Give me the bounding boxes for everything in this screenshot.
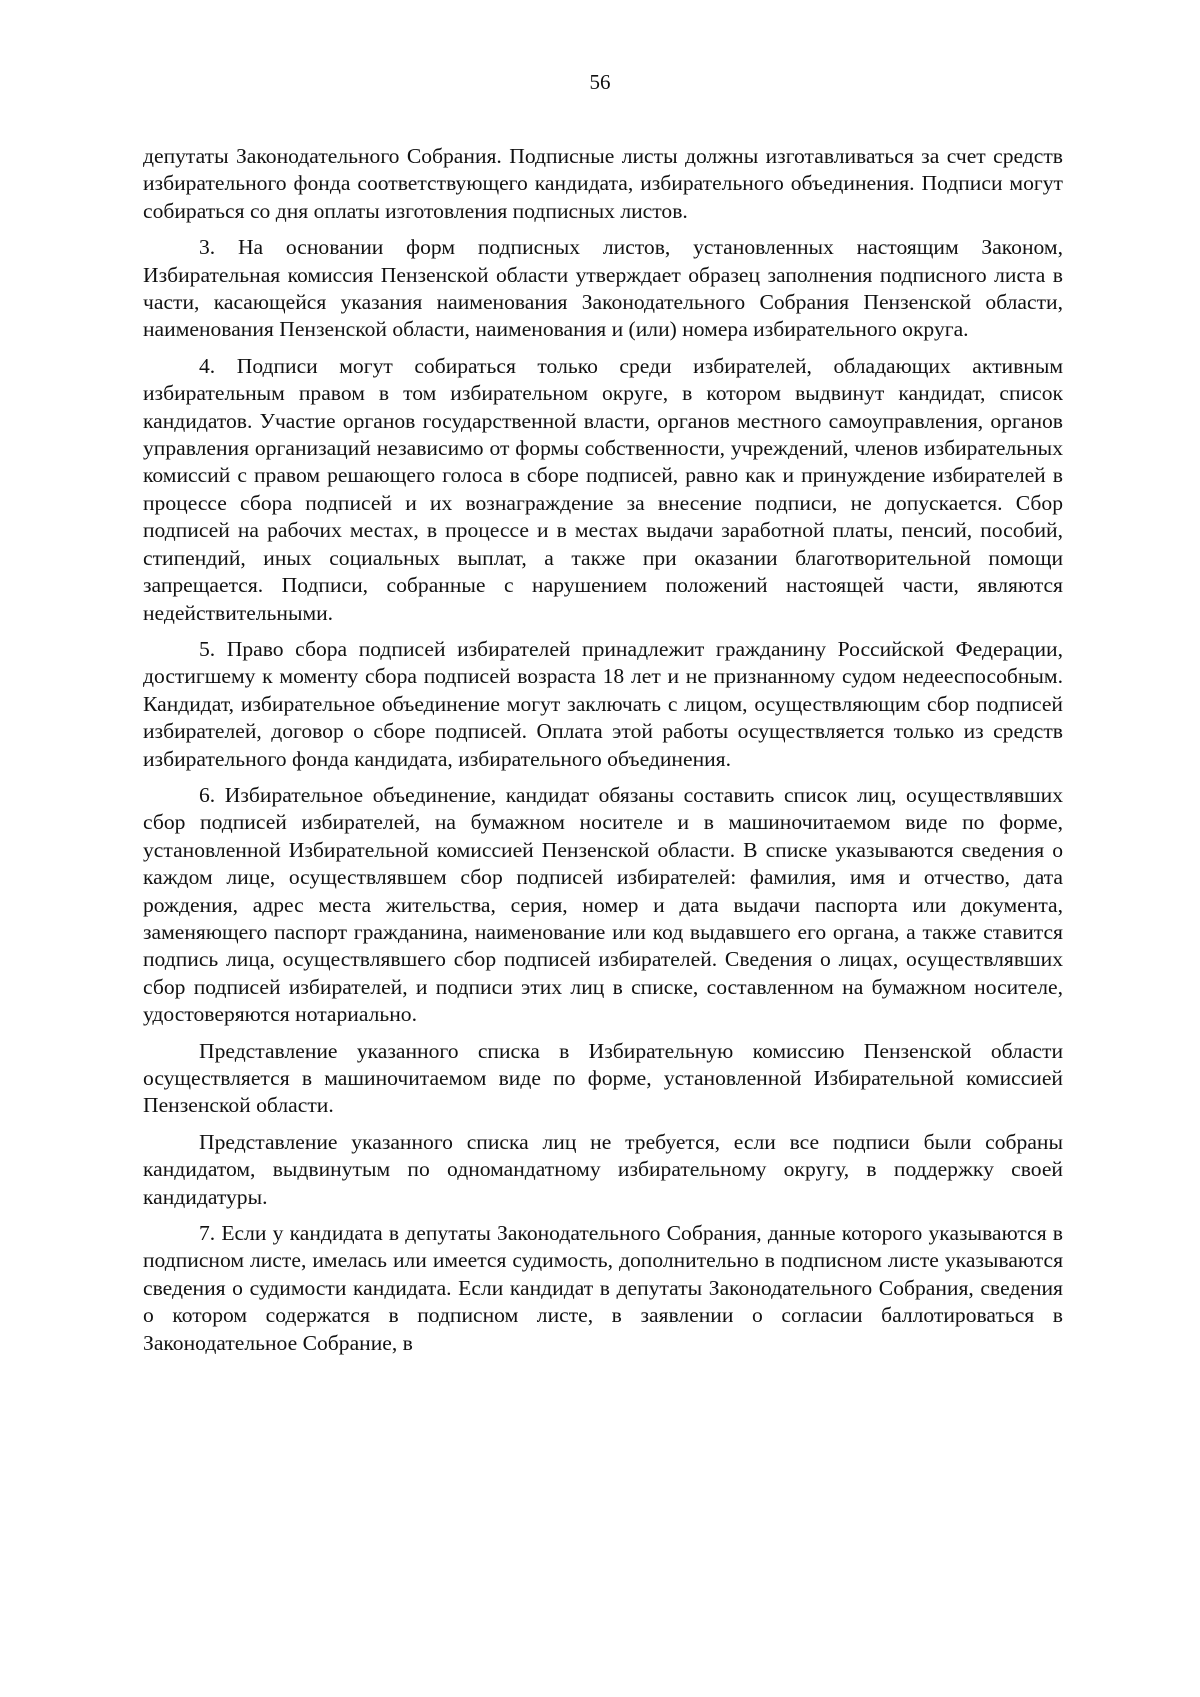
paragraph-item-4: 4. Подписи могут собираться только среди избирателей, обладающих активным избирательным правом в том избирательном округе, в котором выдвинут кандидат, список кандидатов. Участие органов государственной власти, органов местного самоуправления, органов управления организаций независимо от формы собственности, учреждений, членов избирательных комиссий с правом решающего голоса в сборе подписей, равно как и принуждение избирателей в процессе сбора подписей и их вознаграждение за внесение подписи, не допускается. Сбор подписей на рабочих местах, в процессе и в местах выдачи заработной платы, пенсий, пособий, стипендий, иных социальных выплат, а также при оказании благотворительной помощи запрещается. Подписи, собранные с нарушением положений настоящей части, являются недействительными. [143,353,1063,625]
page-number: 56 [589,70,611,94]
paragraph-item-3: 3. На основании форм подписных листов, установленных настоящим Законом, Избирательная комиссия Пензенской области утверждает образец заполнения подписного листа в части, касающейся указания наименования Законодательного Собрания Пензенской области, наименования Пензенской области, наименования и (или) номера избирательного округа. [143,235,1063,342]
document-body [143,143,1063,1366]
paragraph-item-7: 7. Если у кандидата в депутаты Законодательного Собрания, данные которого указываются в подписном листе, имелась или имеется судимость, дополнительно в подписном листе указываются сведения о судимости кандидата. Если кандидат в депутаты Законодательного Собрания, сведения о котором содержатся в подписном листе, в заявлении о согласии баллотироваться в Законодательное Собрание, в [143,1221,1063,1355]
paragraph-item-5: 5. Право сбора подписей избирателей принадлежит гражданину Российской Федерации, достигшему к моменту сбора подписей возраста 18 лет и не признанному судом недееспособным. Кандидат, избирательное объединение могут заключать с лицом, осуществляющим сбор подписей избирателей, договор о сборе подписей. Оплата этой работы осуществляется только из средств избирательного фонда кандидата, избирательного объединения. [143,636,1063,771]
paragraph-list-exemption: Представление указанного списка лиц не требуется, если все подписи были собраны кандидатом, выдвинутым по одномандатному избирательному округу, в поддержку своей кандидатуры. [143,1129,1063,1209]
paragraph-item-6: 6. Избирательное объединение, кандидат обязаны составить список лиц, осуществлявших сбор подписей избирателей, на бумажном носителе и в машиночитаемом виде по форме, установленной Избирательной комиссией Пензенской области. В списке указываются сведения о каждом лице, осуществлявшем сбор подписей избирателей: фамилия, имя и отчество, дата рождения, адрес места жительства, серия, номер и дата выдачи паспорта или документа, заменяющего паспорт гражданина, наименование или код выдавшего его органа, а также ставится подпись лица, осуществлявшего сбор подписей избирателей. Сведения о лицах, осуществлявших сбор подписей избирателей, и подписи этих лиц в списке, составленном на бумажном носителе, удостоверяются нотариально. [143,782,1063,1027]
paragraph-list-submission: Представление указанного списка в Избирательную комиссию Пензенской области осуществляется в машиночитаемом виде по форме, установленной Избирательной комиссией Пензенской области. [143,1038,1063,1118]
paragraph-continuation: депутаты Законодательного Собрания. Подписные листы должны изготавливаться за счет средств избирательного фонда соответствующего кандидата, избирательного объединения. Подписи могут собираться со дня оплаты изготовления подписных листов. [143,144,1063,223]
